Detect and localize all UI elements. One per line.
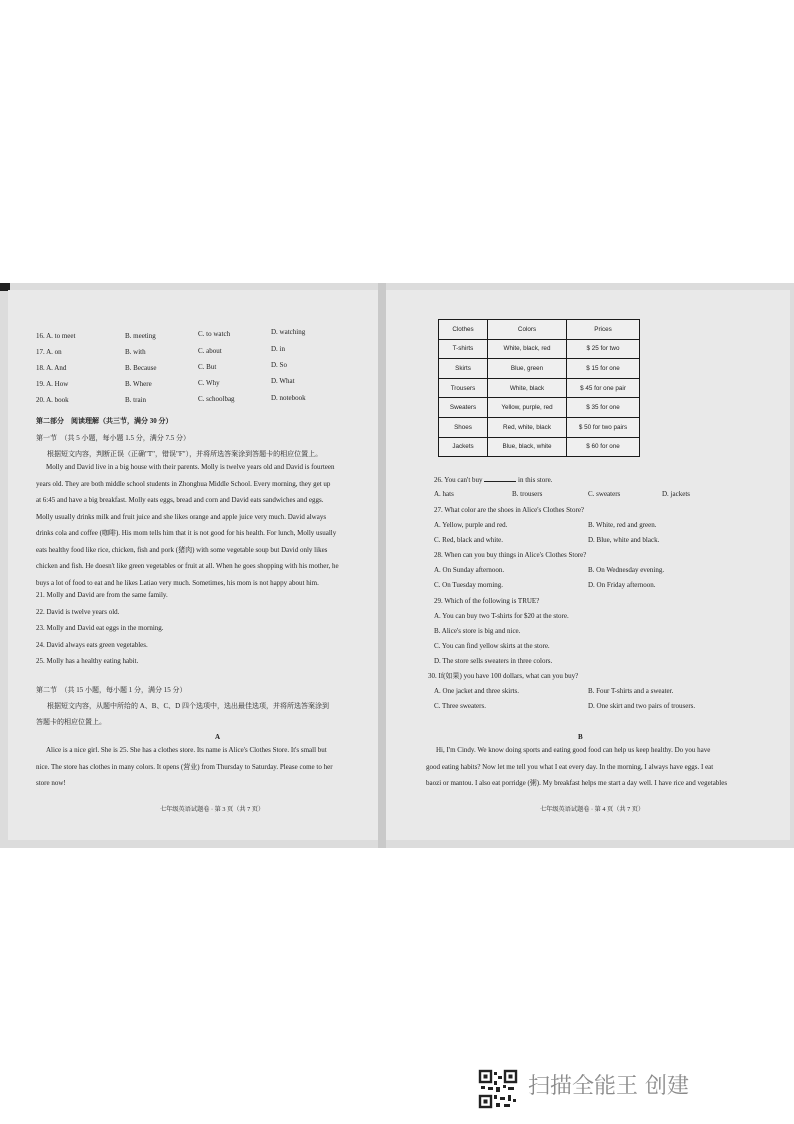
table-cell: White, black (488, 378, 567, 398)
option-text: D. in (271, 345, 285, 353)
option-text: D. jackets (662, 490, 690, 498)
option-text: C. Three sweaters. (434, 702, 486, 710)
page-gutter (378, 283, 386, 848)
option-text: D. On Friday afternoon. (588, 581, 656, 589)
table-header-cell: Prices (567, 320, 640, 340)
option-text: D. The store sells sweaters in three colors. (434, 657, 553, 665)
passage-line: baozi or mantou. I also eat porridge (粥). My breakfast helps me start a day well. I have rice and vegetables (426, 779, 728, 787)
table-row (439, 339, 640, 359)
table-header-row (439, 320, 640, 340)
section2-instruction: 答题卡的相应位置上。 (36, 718, 106, 726)
passage-line: chicken and fish. He doesn't like green vegetables or fruit at all. When he goes shopping with his mother, he (36, 562, 339, 570)
option-text: C. On Tuesday morning. (434, 581, 504, 589)
table-cell: Yellow, purple, red (488, 398, 567, 418)
page-footer: 七年级英语试题卷 · 第 4 页（共 7 页） (540, 806, 645, 813)
option-text: 18. A. And (36, 364, 67, 372)
table-cell: $ 45 for one pair (567, 378, 640, 398)
section2-heading: 第二节 （共 15 小题，每小题 1 分，满分 15 分） (36, 686, 187, 694)
table-cell: Blue, black, white (488, 437, 567, 457)
section1-heading: 第一节 （共 5 小题，每小题 1.5 分，满分 7.5 分） (36, 434, 190, 442)
passage-line: Molly and David live in a big house with their parents. Molly is twelve years old and David is fourteen (46, 463, 335, 471)
question-stem (434, 475, 552, 484)
passage-line: store now! (36, 779, 66, 787)
passage-line: buys a lot of food to eat and he likes Latiao very much. Sometimes, his mom is not happy about him. (36, 578, 319, 587)
option-text: B. Alice's store is big and nice. (434, 627, 521, 635)
section2-instruction: 根据短文内容，从题中所给的 A、B、C、D 四个选项中，选出最佳选项，并将所选答案涂到 (47, 702, 329, 710)
question-stem: 30. If(如果) you have 100 dollars, what can you buy? (428, 672, 579, 680)
table-row (439, 359, 640, 379)
statement: 23. Molly and David eat eggs in the morning. (36, 624, 164, 632)
passage-line: drinks cola and coffee (咖啡). His mom tells him that it is not good for his health. For lunch, Molly usually (36, 529, 337, 537)
option-text: 20. A. book (36, 396, 69, 404)
option-text: B. train (125, 396, 146, 404)
section1-instruction: 根据短文内容，判断正误（正确"T"，错误"F"），并将所选答案涂到答题卡的相应位置上。 (47, 450, 323, 458)
option-text: D. watching (271, 328, 306, 336)
statement: 24. David always eats green vegetables. (36, 640, 148, 649)
option-text: C. Red, black and white. (434, 536, 504, 544)
passage-line: Alice is a nice girl. She is 25. She has a clothes store. Its name is Alice's Clothes Store. It's small but (46, 746, 327, 754)
passage-line: Molly usually drinks milk and fruit juice and she likes orange and apple juice very much. David always (36, 512, 327, 521)
scanner-watermark-text: 扫描全能王 创建 (528, 1074, 689, 1099)
option-text: A. On Sunday afternoon. (434, 566, 505, 574)
question-stem: 29. Which of the following is TRUE? (434, 597, 540, 605)
question-stem: 27. What color are the shoes in Alice's Clothes Store? (434, 506, 585, 514)
table-row (439, 437, 640, 457)
passage-molly-david (36, 459, 346, 591)
statement: 22. David is twelve years old. (36, 607, 120, 616)
option-text: A. hats (434, 490, 454, 498)
table-header-cell: Colors (488, 320, 567, 340)
statement: 21. Molly and David are from the same family. (36, 591, 168, 599)
option-text: D. notebook (271, 394, 306, 402)
option-text: D. One skirt and two pairs of trousers. (588, 702, 696, 710)
table-cell: $ 50 for two pairs (567, 417, 640, 437)
table-cell: Sweaters (439, 398, 488, 418)
option-text: 16. A. to meet (36, 332, 76, 340)
table-header-cell: Clothes (439, 320, 488, 340)
question-stem-start: 26. You can't buy (434, 476, 483, 484)
option-text: B. Where (125, 380, 152, 388)
qr-code-icon (478, 1069, 518, 1109)
passage-a-label: A (215, 733, 221, 741)
passage-a (36, 742, 346, 792)
table-cell: Jackets (439, 437, 488, 457)
option-text: C. Why (198, 379, 220, 387)
table-cell: Trousers (439, 378, 488, 398)
question-stem-end: in this store. (518, 476, 553, 484)
passage-b (426, 742, 748, 792)
passage-line: nice. The store has clothes in many colors. It opens (营业) from Thursday to Saturday. Please come to her (36, 762, 333, 771)
option-text: B. Because (125, 364, 157, 372)
table-cell: $ 35 for one (567, 398, 640, 418)
option-text: D. What (271, 377, 295, 385)
table-row (439, 398, 640, 418)
option-text: C. sweaters (588, 490, 621, 498)
option-text: C. about (198, 347, 222, 355)
part2-heading: 第二部分 阅读理解（共三节，满分 30 分） (36, 417, 173, 425)
statement: 25. Molly has a healthy eating habit. (36, 657, 139, 665)
passage-line: years old. They are both middle school students in Zhonghua Middle School. Every morning, they get up (36, 479, 331, 488)
question-stem: 28. When can you buy things in Alice's Clothes Store? (434, 551, 587, 559)
option-text: C. to watch (198, 330, 231, 338)
option-text: B. meeting (125, 332, 156, 340)
passage-line: Hi, I'm Cindy. We know doing sports and eating good food can help us keep healthy. Do you have (436, 746, 711, 754)
option-text: A. One jacket and three skirts. (434, 687, 519, 695)
option-text: D. Blue, white and black. (588, 536, 660, 544)
table-cell: T-shirts (439, 339, 488, 359)
table-cell: $ 25 for two (567, 339, 640, 359)
table-cell: White, black, red (488, 339, 567, 359)
clothes-price-table (438, 319, 640, 457)
option-text: A. Yellow, purple and red. (434, 521, 508, 529)
passage-b-label: B (578, 733, 583, 741)
option-text: B. trousers (512, 490, 543, 498)
option-text: C. You can find yellow skirts at the store. (434, 642, 550, 650)
table-cell: $ 15 for one (567, 359, 640, 379)
option-text: B. On Wednesday evening. (588, 566, 665, 574)
option-text: D. So (271, 361, 287, 369)
option-text: B. White, red and green. (588, 521, 657, 529)
table-cell: Blue, green (488, 359, 567, 379)
table-cell: $ 60 for one (567, 437, 640, 457)
option-text: C. But (198, 363, 217, 371)
option-text: B. with (125, 348, 146, 356)
option-text: C. schoolbag (198, 395, 235, 403)
passage-line: good eating habits? Now let me tell you what I eat every day. In the morning, I always have eggs. I eat (426, 762, 714, 771)
option-text: B. Four T-shirts and a sweater. (588, 687, 674, 695)
option-text: 17. A. on (36, 348, 62, 356)
option-text: 19. A. How (36, 380, 69, 388)
table-cell: Shoes (439, 417, 488, 437)
page-footer: 七年级英语试题卷 · 第 3 页（共 7 页） (160, 806, 265, 813)
table-row (439, 378, 640, 398)
option-text: A. You can buy two T-shirts for $20 at the store. (434, 612, 569, 620)
table-row (439, 417, 640, 437)
passage-line: at 6:45 and have a big breakfast. Molly eats eggs, bread and corn and David eats sandwiches and eggs. (36, 496, 324, 504)
answer-blank (484, 475, 516, 482)
passage-line: eats healthy food like rice, chicken, fish and pork (猪肉) with some vegetable soup but David only likes (36, 545, 328, 554)
table-cell: Red, white, black (488, 417, 567, 437)
table-cell: Skirts (439, 359, 488, 379)
true-false-statements (36, 587, 346, 670)
